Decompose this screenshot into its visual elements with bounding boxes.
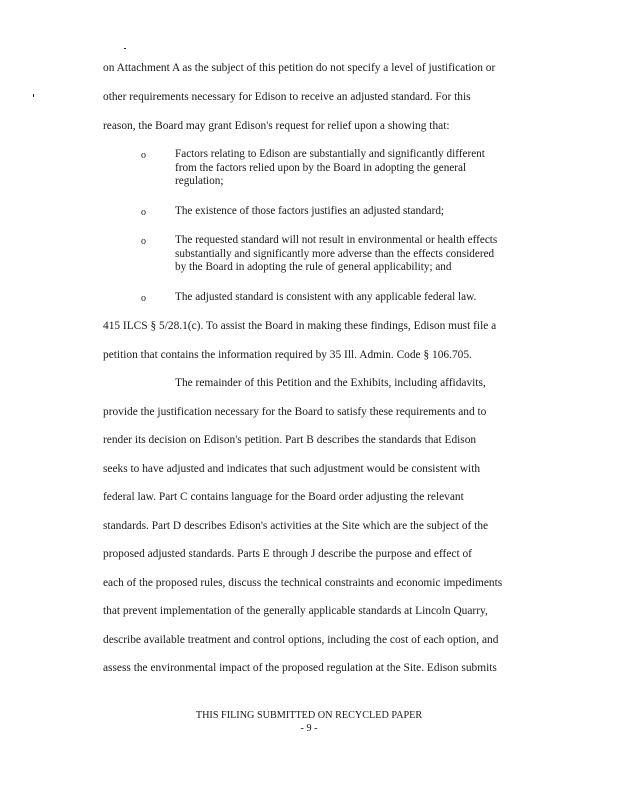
bullet-text-line: The requested standard will not result in environmental or health effects bbox=[175, 234, 498, 246]
body-text-line: assess the environmental impact of the proposed regulation at the Site. Edison submits bbox=[103, 662, 497, 674]
body-text-line: provide the justification necessary for the Board to satisfy these requirements and to bbox=[103, 406, 487, 418]
bullet-marker: o bbox=[141, 236, 146, 247]
bullet-item bbox=[175, 234, 535, 275]
body-text-line: proposed adjusted standards. Parts E through J describe the purpose and effect of bbox=[103, 548, 472, 560]
bullet-text-line: by the Board in adopting the rule of general applicability; and bbox=[175, 261, 452, 274]
bullet-item bbox=[175, 148, 535, 189]
body-text-line: seeks to have adjusted and indicates that such adjustment would be consistent with bbox=[103, 463, 481, 475]
bullet-text-line: Factors relating to Edison are substantially and significantly different bbox=[175, 148, 485, 160]
bullet-marker: o bbox=[141, 293, 146, 304]
bullet-marker: o bbox=[141, 207, 146, 218]
bullet-item bbox=[175, 291, 535, 305]
bullet-text-line: substantially and significantly more adverse than the effects considered bbox=[175, 247, 495, 260]
bullet-marker: o bbox=[141, 150, 146, 161]
bullet-text-line: The adjusted standard is consistent with any applicable federal law. bbox=[175, 291, 477, 303]
scan-speck bbox=[124, 48, 126, 49]
body-text-line: petition that contains the information required by 35 Ill. Admin. Code § 106.705. bbox=[103, 349, 472, 361]
bullet-text-line: regulation; bbox=[175, 175, 224, 188]
body-text-line: federal law. Part C contains language for the Board order adjusting the relevant bbox=[103, 491, 464, 503]
body-text-line: other requirements necessary for Edison to receive an adjusted standard. For this bbox=[103, 91, 471, 103]
body-text-line: that prevent implementation of the generally applicable standards at Lincoln Quarry, bbox=[103, 605, 488, 617]
body-text-line: 415 ILCS § 5/28.1(c). To assist the Board in making these findings, Edison must file a bbox=[103, 320, 497, 332]
body-text-line: describe available treatment and control options, including the cost of each option, and bbox=[103, 634, 499, 646]
body-text-line: on Attachment A as the subject of this petition do not specify a level of justification or bbox=[103, 62, 496, 74]
body-text-line: standards. Part D describes Edison's activities at the Site which are the subject of the bbox=[103, 520, 489, 532]
body-text-line: The remainder of this Petition and the Exhibits, including affidavits, bbox=[175, 377, 486, 389]
bullet-text-line: from the factors relied upon by the Board in adopting the general bbox=[175, 161, 467, 174]
body-text-line: each of the proposed rules, discuss the technical constraints and economic impediments bbox=[103, 577, 503, 589]
bullet-text-line: The existence of those factors justifies an adjusted standard; bbox=[175, 205, 445, 217]
recycled-paper-notice: THIS FILING SUBMITTED ON RECYCLED PAPER bbox=[195, 710, 423, 721]
body-text-line: render its decision on Edison's petition. Part B describes the standards that Edison bbox=[103, 434, 477, 446]
body-text-line: reason, the Board may grant Edison's request for relief upon a showing that: bbox=[103, 120, 450, 132]
scan-speck bbox=[33, 94, 34, 97]
page-number: - 9 - bbox=[300, 723, 318, 734]
bullet-item bbox=[175, 205, 535, 219]
